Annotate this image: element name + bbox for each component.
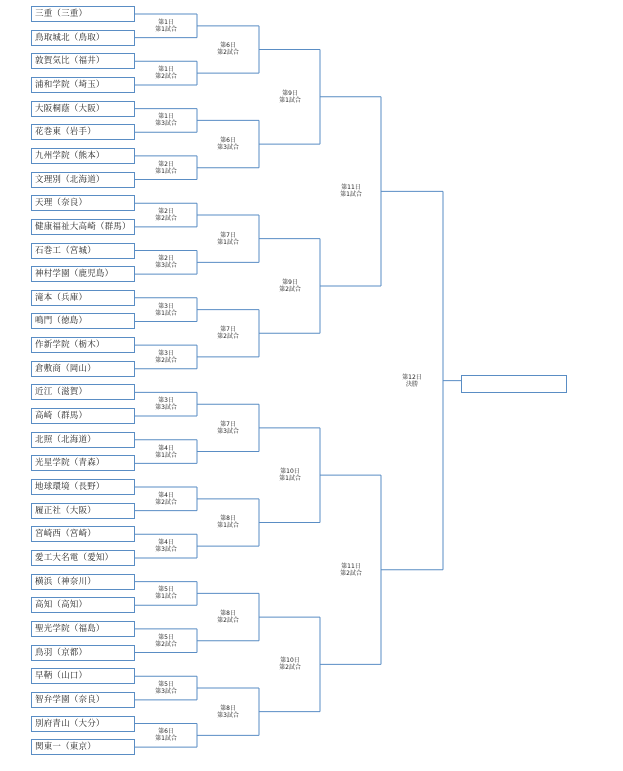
team-name: 別府青山（大分）: [35, 718, 105, 729]
match-day: 第1日: [158, 66, 174, 74]
team-name: 高崎（群馬）: [35, 411, 88, 422]
match-day: 第3日: [158, 397, 174, 405]
match-day: 第3日: [158, 349, 174, 357]
match-day: 第9日: [282, 89, 298, 97]
team-box: [31, 361, 135, 377]
team-name: 近江（滋賀）: [35, 387, 88, 398]
match-slot: 第3試合: [217, 427, 239, 435]
round2-match-label: [213, 137, 243, 151]
match-slot: 第1試合: [279, 475, 301, 483]
team-name: 神村学園（鹿児島）: [35, 269, 114, 280]
match-slot: 第2試合: [279, 285, 301, 293]
match-day: 第10日: [280, 657, 300, 665]
team-box: [31, 503, 135, 519]
match-slot: 第2試合: [155, 73, 177, 81]
semifinal-match-label: [336, 184, 366, 198]
team-box: [31, 432, 135, 448]
team-name: 石巻工（宮城）: [35, 245, 96, 256]
match-day: 第10日: [280, 468, 300, 476]
team-name: 九州学院（熊本）: [35, 150, 105, 161]
team-name: 宮崎西（宮崎）: [35, 529, 96, 540]
match-slot: 第1試合: [155, 25, 177, 33]
match-slot: 第2試合: [217, 617, 239, 625]
team-box: [31, 313, 135, 329]
match-slot: 第1試合: [155, 593, 177, 601]
team-name: 倉敷商（岡山）: [35, 363, 96, 374]
match-slot: 第1試合: [279, 96, 301, 104]
match-day: 第8日: [220, 610, 236, 618]
match-day: 第2日: [158, 208, 174, 216]
team-name: 大阪桐蔭（大阪）: [35, 103, 105, 114]
round1-match-label: [151, 66, 181, 80]
round2-match-label: [213, 326, 243, 340]
team-box: [31, 172, 135, 188]
match-slot: 第1試合: [155, 735, 177, 743]
team-box: [31, 716, 135, 732]
round1-match-label: [151, 681, 181, 695]
team-name: 履正社（大阪）: [35, 505, 96, 516]
team-box: [31, 455, 135, 471]
match-day: 第8日: [220, 515, 236, 523]
team-name: 滝本（兵庫）: [35, 292, 88, 303]
round1-match-label: [151, 634, 181, 648]
team-box: [31, 408, 135, 424]
team-name: 鳴門（徳島）: [35, 316, 88, 327]
team-name: 健康福祉大高崎（群馬）: [35, 221, 131, 232]
match-slot: 第1試合: [340, 191, 362, 199]
match-day: 第5日: [158, 633, 174, 641]
match-day: 第11日: [341, 562, 361, 570]
match-slot: 第3試合: [217, 711, 239, 719]
round2-match-label: [213, 705, 243, 719]
round1-match-label: [151, 255, 181, 269]
round3-match-label: [275, 90, 305, 104]
team-name: 愛工大名電（愛知）: [35, 552, 114, 563]
match-day: 第1日: [158, 113, 174, 121]
match-slot: 第2試合: [155, 215, 177, 223]
match-slot: 第3試合: [155, 688, 177, 696]
round3-match-label: [275, 657, 305, 671]
team-name: 天理（奈良）: [35, 198, 88, 209]
semifinal-match-label: [336, 563, 366, 577]
round3-match-label: [275, 468, 305, 482]
round2-match-label: [213, 42, 243, 56]
match-slot: 第3試合: [155, 120, 177, 128]
match-slot: 第1試合: [155, 309, 177, 317]
champion-box: [461, 375, 567, 393]
match-day: 第4日: [158, 539, 174, 547]
team-box: [31, 692, 135, 708]
match-slot: 第3試合: [155, 404, 177, 412]
round1-match-label: [151, 208, 181, 222]
team-box: [31, 243, 135, 259]
team-name: 聖光学院（福島）: [35, 623, 105, 634]
team-box: [31, 101, 135, 117]
round3-match-label: [275, 279, 305, 293]
team-box: [31, 550, 135, 566]
round1-match-label: [151, 303, 181, 317]
match-slot: 第2試合: [217, 49, 239, 57]
match-day: 第9日: [282, 278, 298, 286]
team-box: [31, 739, 135, 755]
match-slot: 第1試合: [217, 522, 239, 530]
team-name: 地球環境（長野）: [35, 482, 105, 492]
match-day: 第12日: [402, 373, 422, 381]
round1-match-label: [151, 728, 181, 742]
team-box: [31, 621, 135, 637]
team-name: 智弁学園（奈良）: [35, 694, 105, 705]
round1-match-label: [151, 113, 181, 127]
match-slot: 第2試合: [217, 333, 239, 341]
team-box: [31, 219, 135, 235]
team-box: [31, 124, 135, 140]
match-slot: 第2試合: [279, 664, 301, 672]
team-box: [31, 6, 135, 22]
team-box: [31, 337, 135, 353]
round1-match-label: [151, 397, 181, 411]
team-box: [31, 195, 135, 211]
team-name: 横浜（神奈川）: [35, 576, 96, 587]
round1-match-label: [151, 161, 181, 175]
match-day: 第6日: [220, 42, 236, 50]
round1-match-label: [151, 539, 181, 553]
match-slot: 第2試合: [155, 498, 177, 506]
team-name: 敦賀気比（福井）: [35, 56, 105, 67]
match-day: 第7日: [220, 420, 236, 428]
match-day: 第11日: [341, 184, 361, 192]
team-name: 鳥羽（京都）: [35, 647, 88, 658]
match-day: 第8日: [220, 704, 236, 712]
match-slot: 第2試合: [155, 640, 177, 648]
team-box: [31, 77, 135, 93]
round1-match-label: [151, 19, 181, 33]
final-match-label: [397, 374, 427, 388]
match-day: 第6日: [220, 137, 236, 145]
team-box: [31, 30, 135, 46]
team-name: 浦和学院（埼玉）: [35, 79, 105, 90]
round1-match-label: [151, 586, 181, 600]
team-name: 鳥取城北（鳥取）: [35, 32, 105, 43]
match-slot: 第3試合: [155, 262, 177, 270]
round2-match-label: [213, 232, 243, 246]
match-slot: 第2試合: [340, 569, 362, 577]
match-day: 第2日: [158, 255, 174, 263]
match-day: 第5日: [158, 586, 174, 594]
team-name: 早鞆（山口）: [35, 671, 88, 682]
team-name: 三重（三重）: [35, 9, 88, 19]
match-slot: 第1試合: [217, 238, 239, 246]
team-name: 文理別（北海道）: [35, 174, 105, 185]
round1-match-label: [151, 492, 181, 506]
match-slot: 第2試合: [155, 356, 177, 364]
team-box: [31, 479, 135, 495]
match-slot: 第3試合: [217, 144, 239, 152]
round2-match-label: [213, 610, 243, 624]
round2-match-label: [213, 515, 243, 529]
match-day: 第5日: [158, 681, 174, 689]
match-day: 第1日: [158, 18, 174, 26]
match-slot: 第1試合: [155, 451, 177, 459]
team-box: [31, 384, 135, 400]
team-name: 花巻東（岩手）: [35, 127, 96, 138]
match-day: 第4日: [158, 491, 174, 499]
team-box: [31, 645, 135, 661]
team-name: 作新学院（栃木）: [35, 340, 105, 351]
team-box: [31, 597, 135, 613]
team-name: 光星学院（青森）: [35, 458, 105, 469]
match-slot: 第3試合: [155, 546, 177, 554]
team-name: 関東一（東京）: [35, 742, 96, 753]
team-box: [31, 266, 135, 282]
match-day: 第3日: [158, 302, 174, 310]
team-box: [31, 290, 135, 306]
team-box: [31, 53, 135, 69]
match-day: 第7日: [220, 231, 236, 239]
team-box: [31, 574, 135, 590]
match-day: 第4日: [158, 444, 174, 452]
round1-match-label: [151, 350, 181, 364]
match-day: 第7日: [220, 326, 236, 334]
team-box: [31, 526, 135, 542]
team-name: 高知（高知）: [35, 600, 88, 611]
round2-match-label: [213, 421, 243, 435]
team-box: [31, 148, 135, 164]
round1-match-label: [151, 445, 181, 459]
match-day: 第2日: [158, 160, 174, 168]
match-day: 第6日: [158, 728, 174, 736]
team-box: [31, 668, 135, 684]
match-slot: 決勝: [405, 380, 418, 388]
match-slot: 第1試合: [155, 167, 177, 175]
team-name: 北照（北海道）: [35, 434, 96, 445]
